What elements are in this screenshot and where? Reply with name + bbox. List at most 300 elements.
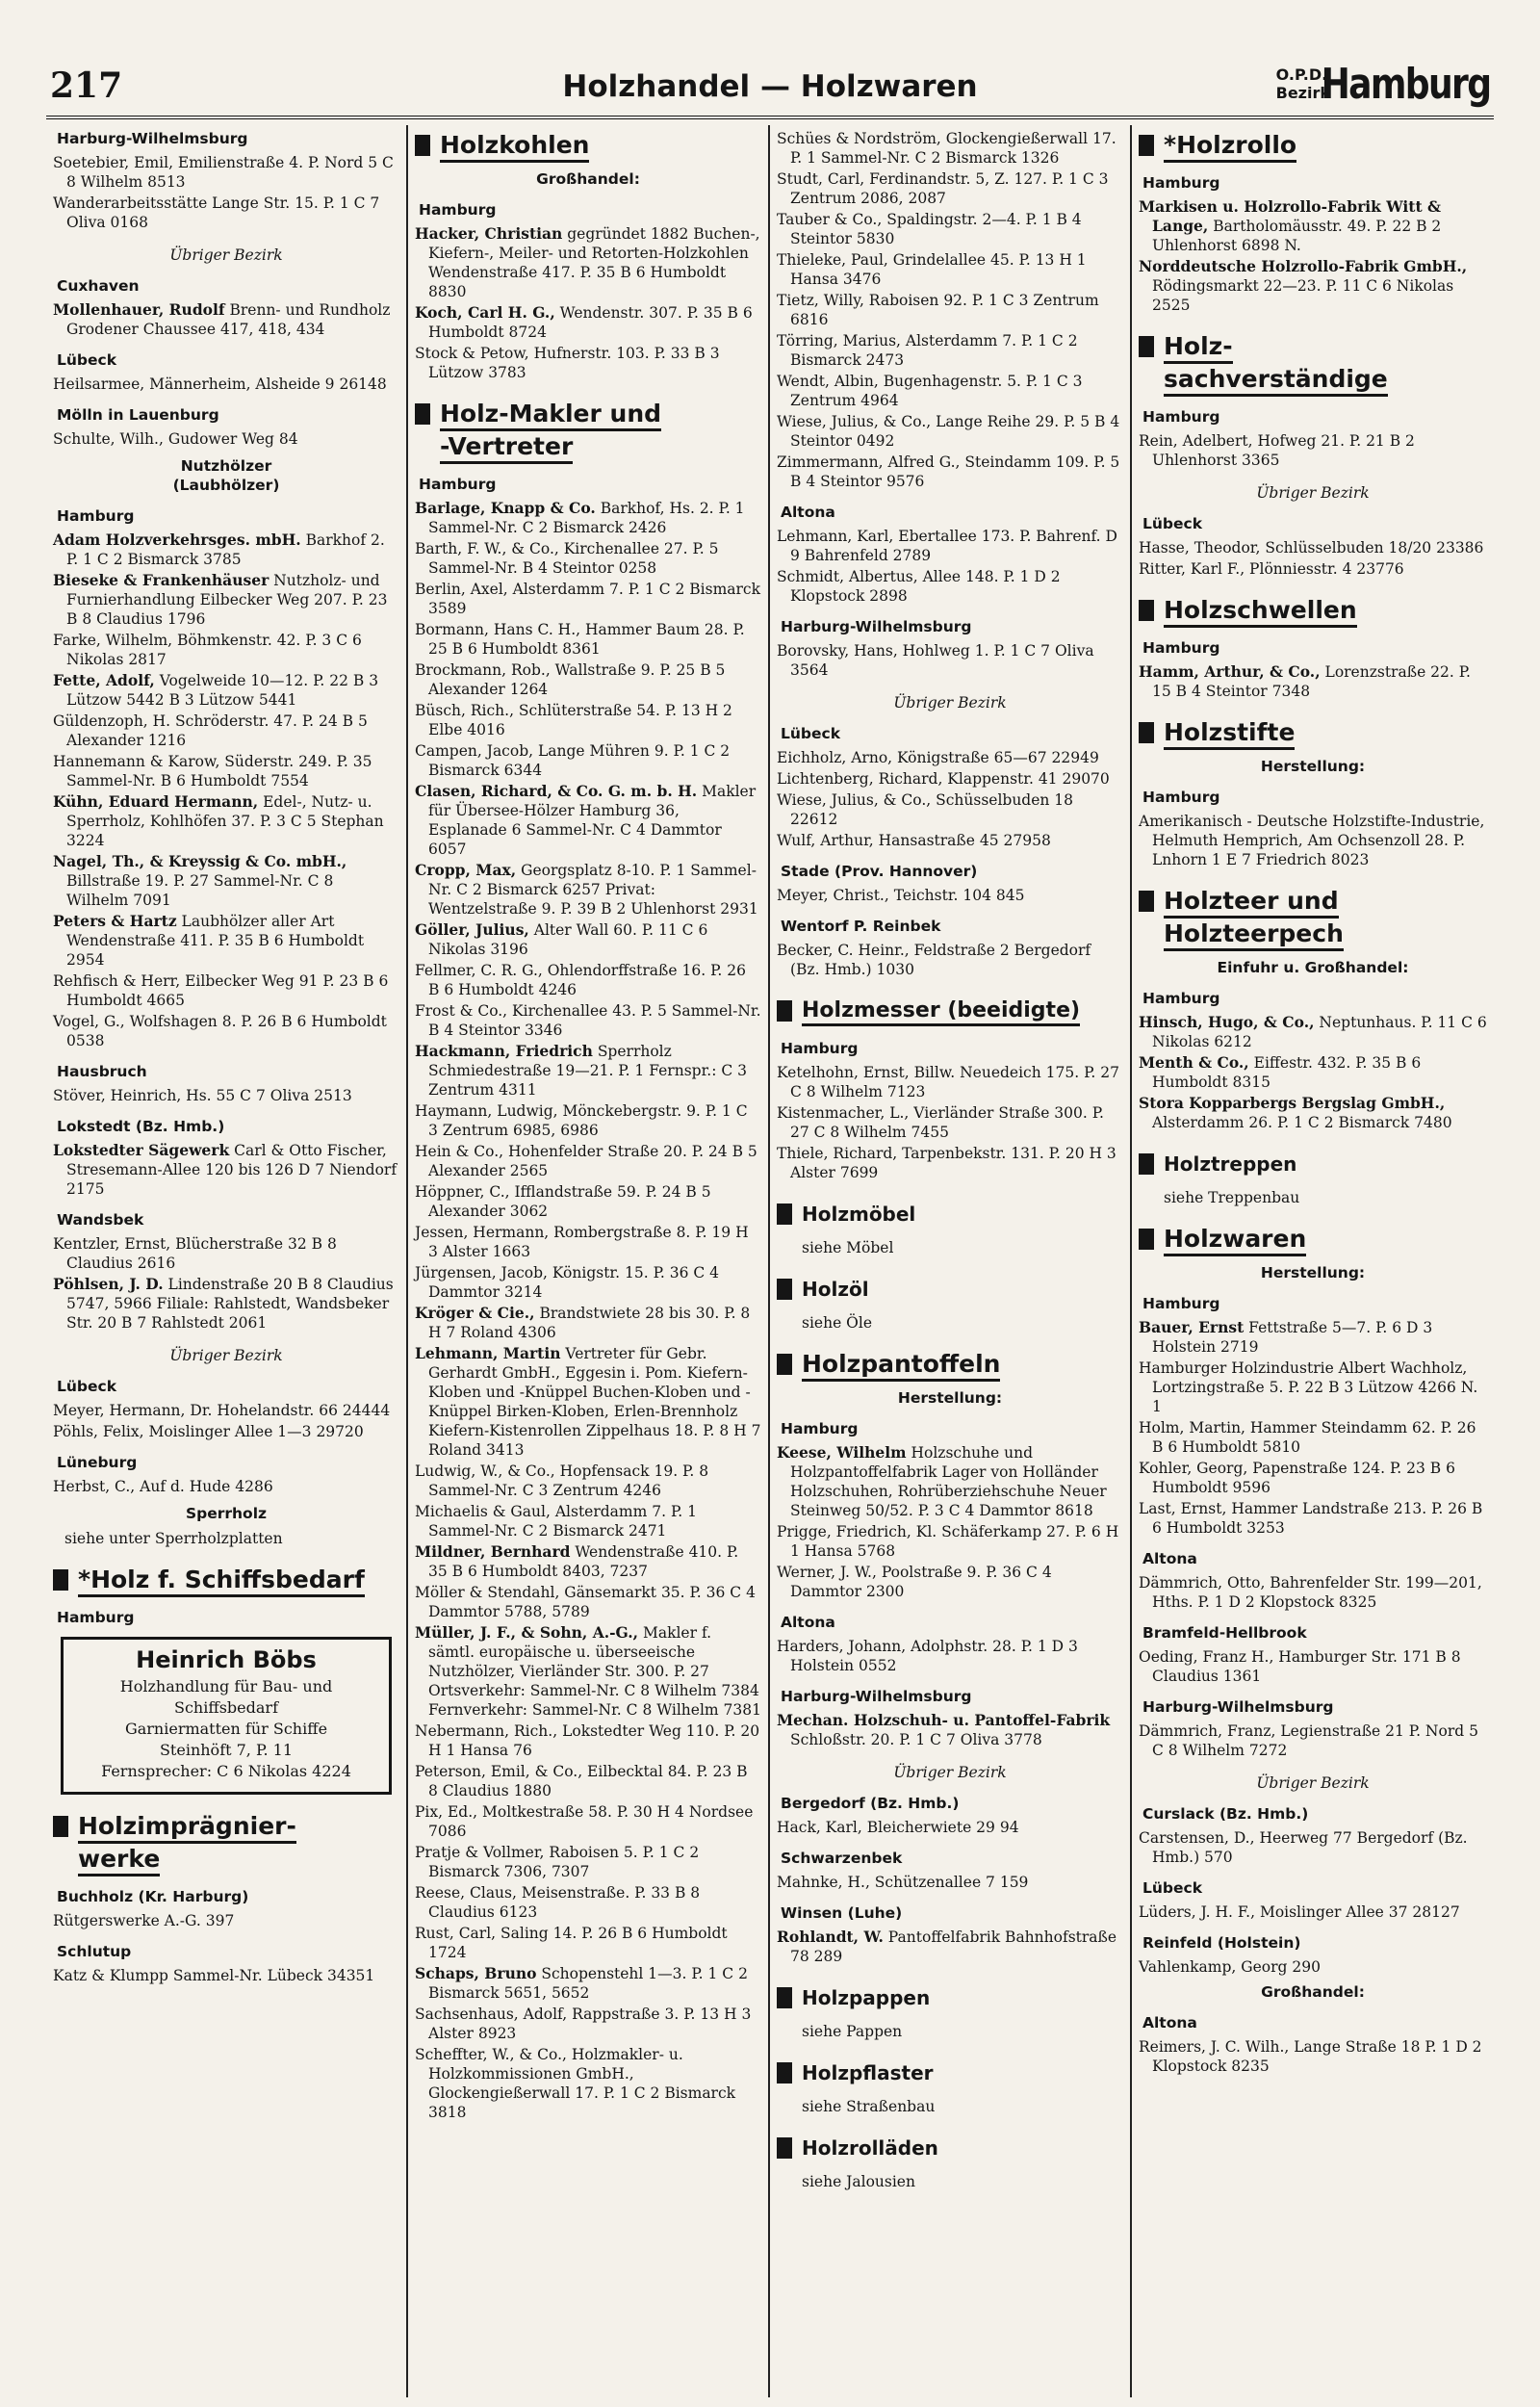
city-heading: Lübeck — [1142, 515, 1203, 532]
listing-entry: Hasse, Theodor, Schlüsselbuden 18/20 23386 — [1139, 539, 1484, 556]
section-title-text: Holzschwellen — [1164, 596, 1357, 628]
listing-entry: Ketelhohn, Ernst, Billw. Neuedeich 175. P. 27 C 8 Wilhelm 7123 — [777, 1064, 1119, 1100]
entry-name: Bieseke & Frankenhäuser — [53, 571, 270, 589]
subheading: Großhandel: — [536, 170, 640, 188]
city-heading: Buchholz (Kr. Harburg) — [57, 1888, 249, 1905]
column-3 — [770, 125, 1132, 2397]
listing-entry — [415, 861, 761, 919]
section-marker-icon — [415, 403, 430, 425]
entry-name: Rohlandt, W. — [777, 1928, 884, 1946]
section-marker-icon — [1139, 891, 1154, 912]
entry-details: Brandstwiete 28 bis 30. P. 8 H 7 Roland 4306 — [428, 1305, 751, 1341]
listing-entry — [415, 1542, 761, 1581]
listing-entry: Holm, Martin, Hammer Steindamm 62. P. 26 B 6 Humboldt 5810 — [1139, 1419, 1476, 1456]
city-heading: Harburg-Wilhelmsburg — [781, 1688, 972, 1705]
listing-entry: Rütgerswerke A.-G. 397 — [53, 1912, 235, 1929]
listing-entry: Amerikanisch - Deutsche Holzstifte-Industrie, Helmuth Hemprich, Am Ochsenzoll 28. P. Lnhorn 1 E 7 Friedrich 8023 — [1139, 813, 1485, 868]
entry-name: Hackmann, Friedrich — [415, 1042, 593, 1060]
listing-entry: Hamburger Holzindustrie Albert Wachholz, Lortzingstraße 5. P. 22 B 3 Lützow 4266 N. 1 — [1139, 1359, 1478, 1415]
section-title-text: Holzpantoffeln — [802, 1350, 1000, 1382]
columns — [46, 125, 1494, 2397]
listing-entry — [1139, 257, 1487, 315]
section-heading — [777, 1981, 1123, 2014]
entry-details: Makler für Übersee-Hölzer Hamburg 36, Esplanade 6 Sammel-Nr. C 4 Dammtor 6057 — [428, 783, 757, 858]
section-title — [78, 1564, 365, 1596]
entry-name: Lehmann, Martin — [415, 1344, 561, 1362]
region-heading: Übriger Bezirk — [169, 246, 283, 264]
see-reference: siehe Jalousien — [802, 2173, 915, 2190]
city-heading: Altona — [781, 1614, 835, 1631]
section-title-text: *Holzrollo — [1164, 131, 1296, 163]
entry-name: Hamm, Arthur, & Co., — [1139, 662, 1321, 681]
listing-entry: Pratje & Vollmer, Raboisen 5. P. 1 C 2 Bismarck 7306, 7307 — [415, 1844, 700, 1880]
section-marker-icon — [415, 135, 430, 156]
listing-entry — [1139, 197, 1487, 255]
listing-entry: Schmidt, Albertus, Allee 148. P. 1 D 2 Klopstock 2898 — [777, 568, 1061, 605]
listing-entry: Harders, Johann, Adolphstr. 28. P. 1 D 3 Holstein 0552 — [777, 1638, 1078, 1674]
city-heading: Wandsbek — [57, 1211, 144, 1229]
entry-name: Mollenhauer, Rudolf — [53, 300, 225, 319]
section-title: Holzmöbel — [802, 1203, 916, 1226]
listing-entry — [415, 1304, 761, 1342]
city-heading: Harburg-Wilhelmsburg — [57, 130, 248, 147]
page-title: Holzhandel — Holzwaren — [562, 69, 978, 104]
listing-entry: Sachsenhaus, Adolf, Rappstraße 3. P. 13 H 3 Alster 8923 — [415, 2006, 752, 2042]
section-title-text: Holzstifte — [1164, 718, 1295, 750]
city-heading: Lübeck — [57, 1378, 117, 1395]
listing-entry — [1139, 662, 1487, 701]
city-heading: Bramfeld-Hellbrook — [1142, 1624, 1307, 1642]
entry-details: Alter Wall 60. P. 11 C 6 Nikolas 3196 — [428, 921, 708, 958]
listing-entry: Güldenzoph, H. Schröderstr. 47. P. 24 B 5 Alexander 1216 — [53, 712, 368, 749]
entry-name: Nagel, Th., & Kreyssig & Co. mbH., — [53, 852, 347, 870]
see-reference: siehe Straßenbau — [802, 2098, 936, 2115]
listing-entry: Wulf, Arthur, Hansastraße 45 27958 — [777, 832, 1051, 849]
listing-entry: Vahlenkamp, Georg 290 — [1139, 1958, 1321, 1976]
listing-entry: Herbst, C., Auf d. Hude 4286 — [53, 1478, 273, 1495]
city-heading: Hamburg — [419, 476, 497, 493]
ad-line: Garniermatten für Schiffe — [124, 1720, 328, 1738]
listing-entry: Ludwig, W., & Co., Hopfensack 19. P. 8 Sammel-Nr. C 3 Zentrum 4246 — [415, 1462, 709, 1499]
entry-details: Brenn- und Rundholz Grodener Chaussee 417, 418, 434 — [66, 301, 391, 338]
listing-entry — [415, 499, 761, 537]
listing-entry — [777, 1711, 1123, 1749]
listing-entry: Berlin, Axel, Alsterdamm 7. P. 1 C 2 Bismarck 3589 — [415, 581, 760, 617]
section-title-text: Holz-Makler und — [440, 400, 661, 431]
listing-entry — [53, 531, 399, 569]
listing-entry: Schulte, Wilh., Gudower Weg 84 — [53, 430, 298, 448]
entry-name: Peters & Hartz — [53, 912, 177, 930]
entry-name: Mildner, Bernhard — [415, 1542, 571, 1561]
listing-entry: Reimers, J. C. Wilh., Lange Straße 18 P. 1 D 2 Klopstock 8235 — [1139, 2038, 1482, 2075]
entry-details: Barkhof 2. P. 1 C 2 Bismarck 3785 — [66, 531, 385, 568]
section-heading — [1139, 885, 1487, 950]
listing-entry: Möller & Stendahl, Gänsemarkt 35. P. 36 C 4 Dammtor 5788, 5789 — [415, 1584, 756, 1620]
listing-entry: Farke, Wilhelm, Böhmkenstr. 42. P. 3 C 6 Nikolas 2817 — [53, 632, 362, 668]
listing-entry: Rust, Carl, Saling 14. P. 26 B 6 Humboldt 1724 — [415, 1925, 728, 1961]
listing-entry: Ritter, Karl F., Plönniesstr. 4 23776 — [1139, 560, 1404, 578]
entry-name: Clasen, Richard, & Co. G. m. b. H. — [415, 782, 698, 800]
entry-details: Sperrholz Schmiedestraße 19—21. P. 1 Fernspr.: C 3 Zentrum 4311 — [428, 1043, 748, 1099]
listing-entry: Nebermann, Rich., Lokstedter Weg 110. P. 20 H 1 Hansa 76 — [415, 1722, 760, 1759]
listing-entry: Haymann, Ludwig, Mönckebergstr. 9. P. 1 C 3 Zentrum 6985, 6986 — [415, 1102, 748, 1139]
section-title-text: Holzkohlen — [440, 131, 589, 163]
section-heading — [1139, 594, 1487, 627]
ad-phone: Fernsprecher: C 6 Nikolas 4224 — [101, 1762, 351, 1780]
section-heading — [1139, 330, 1487, 396]
listing-entry — [1139, 1318, 1487, 1357]
listing-entry — [415, 1964, 761, 2003]
column-1 — [46, 125, 408, 2397]
section-marker-icon — [777, 2062, 792, 2083]
entry-name: Hacker, Christian — [415, 224, 563, 243]
city-heading: Altona — [781, 504, 835, 521]
listing-entry — [53, 300, 399, 339]
section-marker-icon — [777, 1279, 792, 1300]
city-heading: Hamburg — [781, 1040, 859, 1057]
section-title-text: Holzimprägnier- — [78, 1812, 296, 1844]
entry-details: Holzschuhe und Holzpantoffelfabrik Lager von Holländer Holzschuhen, Rohrüberziehschuhe Neuer Steinweg 50/52. P. 3 C 4 Dammtor 8618 — [790, 1444, 1107, 1519]
listing-entry: Lüders, J. H. F., Moislinger Allee 37 28127 — [1139, 1903, 1460, 1921]
entry-name: Norddeutsche Holzrollo-Fabrik GmbH., — [1139, 257, 1468, 275]
listing-entry: Zimmermann, Alfred G., Steindamm 109. P. 5 B 4 Steintor 9576 — [777, 453, 1120, 490]
city-heading: Harburg-Wilhelmsburg — [1142, 1698, 1334, 1716]
region-heading: Übriger Bezirk — [1256, 484, 1370, 502]
section-marker-icon — [1139, 600, 1154, 621]
section-title — [802, 1348, 1000, 1381]
section-heading — [415, 129, 761, 162]
section-title — [1164, 1223, 1306, 1255]
city-heading: Reinfeld (Holstein) — [1142, 1934, 1301, 1952]
advertisement-box — [61, 1637, 392, 1795]
entry-details: Rödingsmarkt 22—23. P. 11 C 6 Nikolas 2525 — [1152, 277, 1454, 314]
listing-entry: Rein, Adelbert, Hofweg 21. P. 21 B 2 Uhlenhorst 3365 — [1139, 432, 1415, 469]
listing-entry — [53, 912, 399, 970]
ad-company-name: Heinrich Böbs — [136, 1646, 317, 1673]
section-title-text: *Holz f. Schiffsbedarf — [78, 1566, 365, 1597]
listing-entry: Mahnke, H., Schützenallee 7 159 — [777, 1874, 1029, 1891]
listing-entry — [415, 303, 761, 342]
listing-entry: Werner, J. W., Poolstraße 9. P. 36 C 4 Dammtor 2300 — [777, 1564, 1052, 1600]
entry-details: Nutzholz- und Furnierhandlung Eilbecker Weg 207. P. 23 B 8 Claudius 1796 — [66, 572, 388, 628]
entry-name: Lokstedter Sägewerk — [53, 1141, 230, 1159]
section-marker-icon — [53, 1569, 68, 1591]
entry-name: Schaps, Bruno — [415, 1964, 537, 1982]
section-marker-icon — [1139, 1229, 1154, 1250]
entry-details: Bartholomäusstr. 49. P. 22 B 2 Uhlenhorst 6898 N. — [1152, 218, 1442, 254]
section-marker-icon — [777, 1354, 792, 1375]
subheading: Herstellung: — [1260, 1264, 1366, 1281]
listing-entry: Vogel, G., Wolfshagen 8. P. 26 B 6 Humboldt 0538 — [53, 1013, 387, 1049]
section-heading — [777, 2132, 1123, 2164]
listing-entry — [415, 1042, 761, 1100]
entry-details: Wendenstr. 307. P. 35 B 6 Humboldt 8724 — [428, 304, 753, 341]
listing-entry: Pöhls, Felix, Moislinger Allee 1—3 29720 — [53, 1423, 364, 1440]
section-title-text: sachverständige — [1164, 365, 1388, 397]
page-number: 217 — [50, 65, 123, 106]
section-title-text: -Vertreter — [440, 432, 573, 464]
entry-details: Pantoffelfabrik Bahnhofstraße 78 289 — [790, 1928, 1117, 1965]
section-marker-icon — [1139, 722, 1154, 743]
entry-details: Barkhof, Hs. 2. P. 1 Sammel-Nr. C 2 Bismarck 2426 — [428, 500, 745, 536]
city-heading: Winsen (Luhe) — [781, 1904, 903, 1922]
entry-name: Hinsch, Hugo, & Co., — [1139, 1013, 1315, 1031]
section-heading — [1139, 129, 1487, 162]
entry-details: Eiffestr. 432. P. 35 B 6 Humboldt 8315 — [1152, 1054, 1422, 1091]
column-4 — [1132, 125, 1494, 2397]
city-heading: Lübeck — [781, 725, 841, 742]
entry-name: Kühn, Eduard Hermann, — [53, 792, 259, 811]
entry-name: Müller, J. F., & Sohn, A.-G., — [415, 1623, 639, 1642]
section-title — [1164, 716, 1295, 749]
listing-entry: Frost & Co., Kirchenallee 43. P. 5 Sammel-Nr. B 4 Steintor 3346 — [415, 1002, 761, 1039]
city-heading: Bergedorf (Bz. Hmb.) — [781, 1795, 960, 1812]
section-title-text: Holzwaren — [1164, 1225, 1306, 1256]
listing-entry: Meyer, Christ., Teichstr. 104 845 — [777, 887, 1025, 904]
see-reference: siehe Pappen — [802, 2023, 903, 2040]
listing-entry: Campen, Jacob, Lange Mühren 9. P. 1 C 2 Bismarck 6344 — [415, 742, 731, 779]
category-heading — [53, 456, 399, 495]
section-heading — [53, 1810, 399, 1876]
listing-entry: Wendt, Albin, Bugenhagenstr. 5. P. 1 C 3 Zentrum 4964 — [777, 373, 1083, 409]
entry-details: Fettstraße 5—7. P. 6 D 3 Holstein 2719 — [1152, 1319, 1433, 1356]
section-title — [802, 995, 1080, 1027]
region-heading: Übriger Bezirk — [1256, 1774, 1370, 1792]
entry-name: Pöhlsen, J. D. — [53, 1275, 164, 1293]
city-heading: Lübeck — [57, 351, 117, 369]
listing-entry: Wiese, Julius, & Co., Lange Reihe 29. P. 5 B 4 Steintor 0492 — [777, 413, 1120, 450]
entry-name: Adam Holzverkehrsges. mbH. — [53, 531, 301, 549]
city-heading: Stade (Prov. Hannover) — [781, 863, 978, 880]
listing-entry: Scheffter, W., & Co., Holzmakler- u. Holzkommissionen GmbH., Glockengießerwall 17. P. 1 C 2 Bismarck 3818 — [415, 2046, 736, 2121]
listing-entry: Dämmrich, Franz, Legienstraße 21 P. Nord 5 C 8 Wilhelm 7272 — [1139, 1722, 1478, 1759]
listing-entry: Thiele, Richard, Tarpenbekstr. 131. P. 20 H 3 Alster 7699 — [777, 1145, 1116, 1181]
section-marker-icon — [1139, 135, 1154, 156]
section-title-text: Holzteerpech — [1164, 919, 1344, 951]
section-heading — [777, 1273, 1123, 1306]
city-heading: Altona — [1142, 2014, 1197, 2032]
city-heading: Hausbruch — [57, 1063, 147, 1080]
listing-entry: Eichholz, Arno, Königstraße 65—67 22949 — [777, 749, 1099, 766]
listing-entry: Kohler, Georg, Papenstraße 124. P. 23 B 6 Humboldt 9596 — [1139, 1460, 1455, 1496]
section-heading — [415, 398, 761, 463]
entry-name: Barlage, Knapp & Co. — [415, 499, 596, 517]
listing-entry: Oeding, Franz H., Hamburger Str. 171 B 8 Claudius 1361 — [1139, 1648, 1461, 1685]
city-heading: Harburg-Wilhelmsburg — [781, 618, 972, 635]
entry-name: Mechan. Holzschuh- u. Pantoffel-Fabrik — [777, 1711, 1111, 1729]
entry-details: Vertreter für Gebr. Gerhardt GmbH., Eggesin i. Pom. Kiefern-Kloben und -Knüppel Buchen-Kloben und -Knüppel Birken-Kloben, Erlen-Brennholz Kiefern-Kistenrollen Zippelhaus 18. P. 8 H 7 Roland 3413 — [428, 1345, 761, 1459]
city-heading: Lüneburg — [57, 1454, 138, 1471]
listing-entry — [415, 920, 761, 959]
header-city: Hamburg — [1321, 60, 1490, 109]
listing-entry: Tietz, Willy, Raboisen 92. P. 1 C 3 Zentrum 6816 — [777, 292, 1099, 328]
section-marker-icon — [53, 1816, 68, 1837]
listing-entry — [777, 1928, 1123, 1966]
listing-entry: Wiese, Julius, & Co., Schüsselbuden 18 22612 — [777, 791, 1074, 828]
entry-details: Wendenstraße 410. P. 35 B 6 Humboldt 8403, 7237 — [428, 1543, 739, 1580]
city-heading: Schwarzenbek — [781, 1850, 903, 1867]
listing-entry: Tauber & Co., Spaldingstr. 2—4. P. 1 B 4 Steintor 5830 — [777, 211, 1082, 247]
opd-line1: O.P.D. — [1275, 65, 1328, 84]
section-title-text: Holzmesser (beeidigte) — [802, 998, 1080, 1026]
city-heading: Mölln in Lauenburg — [57, 406, 219, 424]
city-heading: Altona — [1142, 1550, 1197, 1567]
listing-entry: Schües & Nordström, Glockengießerwall 17. P. 1 Sammel-Nr. C 2 Bismarck 1326 — [777, 130, 1116, 167]
listing-entry: Höppner, C., Ifflandstraße 59. P. 24 B 5 Alexander 3062 — [415, 1183, 711, 1220]
ad-line: Holzhandlung für Bau- und Schiffsbedarf — [119, 1677, 333, 1717]
listing-entry — [415, 1623, 761, 1720]
listing-entry: Fellmer, C. R. G., Ohlendorffstraße 16. P. 26 B 6 Humboldt 4246 — [415, 962, 746, 998]
section-marker-icon — [777, 2137, 792, 2159]
listing-entry — [53, 792, 399, 850]
city-heading: Lokstedt (Bz. Hmb.) — [57, 1118, 225, 1135]
subheading: Herstellung: — [1260, 758, 1366, 775]
listing-entry: Brockmann, Rob., Wallstraße 9. P. 25 B 5 Alexander 1264 — [415, 661, 726, 698]
section-title-text: Holzteer und — [1164, 887, 1339, 919]
listing-entry — [1139, 1013, 1487, 1051]
entry-details: gegründet 1882 Buchen-, Kiefern-, Meiler- und Retorten-Holzkohlen Wendenstraße 417. P. 35 B 6 Humboldt 8830 — [428, 225, 760, 300]
category-line: (Laubhölzer) — [172, 477, 280, 494]
section-title: Holztreppen — [1164, 1152, 1297, 1176]
entry-details: Makler f. sämtl. europäische u. überseeische Nutzhölzer, Vierländer Str. 300. P. 27 Ortsverkehr: Sammel-Nr. C 8 Wilhelm 7384 Fernverkehr: Sammel-Nr. C 8 Wilhelm 7381 — [428, 1624, 761, 1719]
listing-entry: Studt, Carl, Ferdinandstr. 5, Z. 127. P. 1 C 3 Zentrum 2086, 2087 — [777, 170, 1109, 207]
listing-entry: Soetebier, Emil, Emilienstraße 4. P. Nord 5 C 8 Wilhelm 8513 — [53, 154, 394, 191]
entry-name: Stora Kopparbergs Bergslag GmbH., — [1139, 1094, 1446, 1112]
listing-entry: Lichtenberg, Richard, Klappenstr. 41 29070 — [777, 770, 1110, 788]
city-heading: Curslack (Bz. Hmb.) — [1142, 1805, 1309, 1823]
section-heading — [53, 1564, 399, 1596]
section-title — [440, 129, 589, 162]
entry-name: Cropp, Max, — [415, 861, 517, 879]
city-heading: Hamburg — [419, 201, 497, 219]
city-heading: Lübeck — [1142, 1879, 1203, 1897]
entry-name: Keese, Wilhelm — [777, 1443, 907, 1462]
city-heading: Schlutup — [57, 1943, 132, 1960]
subheading: Großhandel: — [1261, 1983, 1365, 2001]
section-title — [440, 398, 661, 463]
city-heading: Hamburg — [781, 1420, 859, 1437]
listing-entry: Bormann, Hans C. H., Hammer Baum 28. P. 25 B 6 Humboldt 8361 — [415, 621, 745, 658]
page-header — [46, 56, 1494, 119]
entry-details: Edel-, Nutz- u. Sperrholz, Kohlhöfen 37. P. 3 C 5 Stephan 3224 — [66, 793, 384, 849]
listing-entry — [53, 671, 399, 710]
section-title — [78, 1810, 296, 1876]
entry-details: Vogelweide 10—12. P. 22 B 3 Lützow 5442 B 3 Lützow 5441 — [66, 672, 379, 709]
column-2 — [408, 125, 770, 2397]
see-reference: siehe Treppenbau — [1164, 1189, 1300, 1206]
see-reference: siehe Öle — [802, 1314, 873, 1332]
region-heading: Übriger Bezirk — [893, 694, 1007, 712]
listing-entry: Törring, Marius, Alsterdamm 7. P. 1 C 2 Bismarck 2473 — [777, 332, 1078, 369]
section-heading — [1139, 716, 1487, 749]
listing-entry — [415, 782, 761, 859]
section-heading — [777, 2057, 1123, 2089]
entry-details: Alsterdamm 26. P. 1 C 2 Bismarck 7480 — [1152, 1114, 1452, 1131]
city-heading: Wentorf P. Reinbek — [781, 918, 941, 935]
city-heading: Cuxhaven — [57, 277, 140, 295]
city-heading: Hamburg — [1142, 990, 1220, 1007]
listing-entry: Thieleke, Paul, Grindelallee 45. P. 13 H 1 Hansa 3476 — [777, 251, 1087, 288]
subheading: Einfuhr u. Großhandel: — [1217, 959, 1409, 976]
listing-entry: Hein & Co., Hohenfelder Straße 20. P. 24 B 5 Alexander 2565 — [415, 1143, 757, 1179]
section-marker-icon — [777, 1000, 792, 1022]
listing-entry: Rehfisch & Herr, Eilbecker Weg 91 P. 23 B 6 Humboldt 4665 — [53, 972, 389, 1009]
listing-entry: Prigge, Friedrich, Kl. Schäferkamp 27. P. 6 H 1 Hansa 5768 — [777, 1523, 1119, 1560]
opd-line2: Bezirk — [1275, 84, 1330, 102]
listing-entry: Meyer, Hermann, Dr. Hohelandstr. 66 24444 — [53, 1402, 391, 1419]
listing-entry: Lehmann, Karl, Ebertallee 173. P. Bahrenf. D 9 Bahrenfeld 2789 — [777, 528, 1117, 564]
entry-name: Menth & Co., — [1139, 1053, 1249, 1072]
section-marker-icon — [1139, 336, 1154, 357]
section-title-text: Holz- — [1164, 332, 1233, 364]
section-title: Holzpappen — [802, 1986, 931, 2009]
section-heading — [777, 995, 1123, 1027]
section-marker-icon — [1139, 1153, 1154, 1175]
section-title: Holzpflaster — [802, 2061, 934, 2084]
listing-entry: Büsch, Rich., Schlüterstraße 54. P. 13 H 2 Elbe 4016 — [415, 702, 732, 738]
listing-entry: Pix, Ed., Moltkestraße 58. P. 30 H 4 Nordsee 7086 — [415, 1803, 754, 1840]
listing-entry: Heilsarmee, Männerheim, Alsheide 9 26148 — [53, 375, 387, 393]
region-heading: Übriger Bezirk — [169, 1347, 283, 1364]
listing-entry: Last, Ernst, Hammer Landstraße 213. P. 26 B 6 Humboldt 3253 — [1139, 1500, 1483, 1537]
subheading: Herstellung: — [897, 1389, 1003, 1407]
listing-entry: Stöver, Heinrich, Hs. 55 C 7 Oliva 2513 — [53, 1087, 352, 1104]
section-marker-icon — [777, 1987, 792, 2008]
section-title: Holzöl — [802, 1278, 869, 1301]
region-heading: Übriger Bezirk — [893, 1764, 1007, 1781]
listing-entry: Hack, Karl, Bleicherwiete 29 94 — [777, 1819, 1019, 1836]
ad-line: Steinhöft 7, P. 11 — [159, 1741, 294, 1759]
entry-name: Markisen u. Holzrollo-Fabrik Witt & Lange, — [1139, 197, 1441, 235]
city-heading: Hamburg — [57, 507, 135, 525]
entry-details: Georgsplatz 8-10. P. 1 Sammel-Nr. C 2 Bismarck 6257 Privat: Wentzelstraße 9. P. 39 B 2 Uhlenhorst 2931 — [428, 862, 758, 918]
listing-entry: Becker, C. Heinr., Feldstraße 2 Bergedorf (Bz. Hmb.) 1030 — [777, 942, 1091, 978]
entry-name: Kröger & Cie., — [415, 1304, 535, 1322]
listing-entry — [53, 1275, 399, 1333]
listing-entry — [53, 852, 399, 910]
listing-entry: Carstensen, D., Heerweg 77 Bergedorf (Bz. Hmb.) 570 — [1139, 1829, 1468, 1866]
listing-entry: Stock & Petow, Hufnerstr. 103. P. 33 B 3 Lützow 3783 — [415, 345, 720, 381]
entry-details: Lorenzstraße 22. P. 15 B 4 Steintor 7348 — [1152, 663, 1471, 700]
entry-details: Lindenstraße 20 B 8 Claudius 5747, 5966 Filiale: Rahlstedt, Wandsbeker Str. 20 B 7 Rahlstedt 2061 — [66, 1276, 394, 1332]
category-heading: Sperrholz — [185, 1505, 268, 1522]
city-heading: Hamburg — [1142, 1295, 1220, 1312]
listing-entry: Reese, Claus, Meisenstraße. P. 33 B 8 Claudius 6123 — [415, 1884, 701, 1921]
entry-name: Göller, Julius, — [415, 920, 529, 939]
listing-entry: Jürgensen, Jacob, Königstr. 15. P. 36 C 4 Dammtor 3214 — [415, 1264, 720, 1301]
listing-entry: Jessen, Hermann, Rombergstraße 8. P. 19 H 3 Alster 1663 — [415, 1224, 749, 1260]
entry-details: Schopenstehl 1—3. P. 1 C 2 Bismarck 5651, 5652 — [428, 1965, 748, 2002]
section-title — [1164, 330, 1388, 396]
listing-entry: Kentzler, Ernst, Blücherstraße 32 B 8 Claudius 2616 — [53, 1235, 337, 1272]
listing-entry — [415, 1344, 761, 1460]
entry-details: Neptunhaus. P. 11 C 6 Nikolas 6212 — [1152, 1014, 1487, 1050]
listing-entry — [1139, 1053, 1487, 1092]
see-reference: siehe unter Sperrholzplatten — [64, 1530, 283, 1547]
section-title — [1164, 594, 1357, 627]
entry-details: Carl & Otto Fischer, Stresemann-Allee 120 bis 126 D 7 Niendorf 2175 — [66, 1142, 398, 1198]
city-heading: Hamburg — [1142, 639, 1220, 657]
section-heading — [777, 1348, 1123, 1381]
listing-entry — [1139, 1094, 1487, 1132]
city-heading: Hamburg — [1142, 174, 1220, 192]
section-title — [1164, 129, 1296, 162]
entry-name: Bauer, Ernst — [1139, 1318, 1245, 1336]
listing-entry: Michaelis & Gaul, Alsterdamm 7. P. 1 Sammel-Nr. C 2 Bismarck 2471 — [415, 1503, 697, 1540]
entry-details: Schloßstr. 20. P. 1 C 7 Oliva 3778 — [790, 1731, 1042, 1748]
section-title: Holzrolläden — [802, 2136, 938, 2160]
listing-entry — [415, 224, 761, 301]
